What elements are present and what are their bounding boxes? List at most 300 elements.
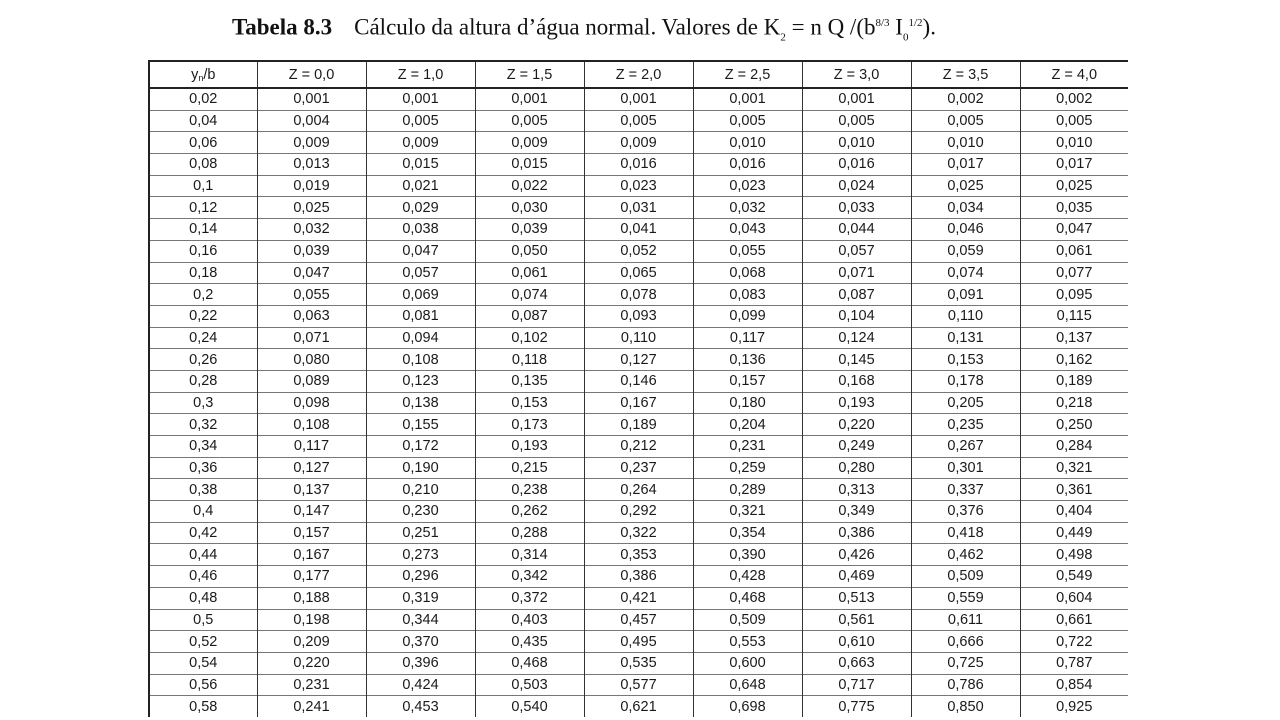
value-cell: 0,023 <box>584 175 693 197</box>
value-cell: 0,698 <box>693 696 802 717</box>
value-cell: 0,717 <box>802 674 911 696</box>
ratio-cell: 0,14 <box>149 219 257 241</box>
ratio-cell: 0,58 <box>149 696 257 717</box>
value-cell: 0,016 <box>693 154 802 176</box>
value-cell: 0,104 <box>802 305 911 327</box>
value-cell: 0,264 <box>584 479 693 501</box>
value-cell: 0,396 <box>366 652 475 674</box>
value-cell: 0,093 <box>584 305 693 327</box>
caption-text: Cálculo da altura d’água normal. Valores de K <box>354 14 781 40</box>
table-row <box>149 132 1128 154</box>
value-cell: 0,153 <box>475 392 584 414</box>
header-z: Z = 1,5 <box>475 61 584 88</box>
value-cell: 0,787 <box>1020 652 1128 674</box>
value-cell: 0,047 <box>1020 219 1128 241</box>
table-row <box>149 522 1128 544</box>
ratio-cell: 0,4 <box>149 501 257 523</box>
ratio-cell: 0,46 <box>149 566 257 588</box>
value-cell: 0,061 <box>1020 240 1128 262</box>
header-z: Z = 0,0 <box>257 61 366 88</box>
value-cell: 0,034 <box>911 197 1020 219</box>
value-cell: 0,167 <box>257 544 366 566</box>
value-cell: 0,190 <box>366 457 475 479</box>
value-cell: 0,177 <box>257 566 366 588</box>
value-cell: 0,145 <box>802 349 911 371</box>
ratio-cell: 0,18 <box>149 262 257 284</box>
value-cell: 0,009 <box>257 132 366 154</box>
value-cell: 0,509 <box>911 566 1020 588</box>
value-cell: 0,372 <box>475 587 584 609</box>
value-cell: 0,251 <box>366 522 475 544</box>
value-cell: 0,001 <box>475 88 584 110</box>
value-cell: 0,600 <box>693 652 802 674</box>
value-cell: 0,108 <box>366 349 475 371</box>
ratio-cell: 0,32 <box>149 414 257 436</box>
value-cell: 0,123 <box>366 370 475 392</box>
value-cell: 0,404 <box>1020 501 1128 523</box>
ratio-cell: 0,22 <box>149 305 257 327</box>
value-cell: 0,010 <box>1020 132 1128 154</box>
value-cell: 0,535 <box>584 652 693 674</box>
table-number: Tabela 8.3 <box>232 14 333 40</box>
value-cell: 0,004 <box>257 110 366 132</box>
ratio-cell: 0,42 <box>149 522 257 544</box>
value-cell: 0,001 <box>584 88 693 110</box>
value-cell: 0,280 <box>802 457 911 479</box>
value-cell: 0,549 <box>1020 566 1128 588</box>
value-cell: 0,376 <box>911 501 1020 523</box>
value-cell: 0,022 <box>475 175 584 197</box>
value-cell: 0,147 <box>257 501 366 523</box>
value-cell: 0,604 <box>1020 587 1128 609</box>
value-cell: 0,005 <box>1020 110 1128 132</box>
value-cell: 0,017 <box>1020 154 1128 176</box>
value-cell: 0,095 <box>1020 284 1128 306</box>
value-cell: 0,361 <box>1020 479 1128 501</box>
ratio-cell: 0,44 <box>149 544 257 566</box>
value-cell: 0,353 <box>584 544 693 566</box>
value-cell: 0,292 <box>584 501 693 523</box>
value-cell: 0,117 <box>257 436 366 458</box>
value-cell: 0,284 <box>1020 436 1128 458</box>
value-cell: 0,386 <box>802 522 911 544</box>
ratio-cell: 0,52 <box>149 631 257 653</box>
caption-b-exponent: 8/3 <box>875 17 890 29</box>
table-row <box>149 696 1128 717</box>
header-ratio-sub: n <box>198 72 204 83</box>
value-cell: 0,220 <box>257 652 366 674</box>
value-cell: 0,005 <box>911 110 1020 132</box>
value-cell: 0,205 <box>911 392 1020 414</box>
table-caption <box>232 8 936 42</box>
value-cell: 0,611 <box>911 609 1020 631</box>
value-cell: 0,313 <box>802 479 911 501</box>
header-z: Z = 2,5 <box>693 61 802 88</box>
value-cell: 0,559 <box>911 587 1020 609</box>
value-cell: 0,038 <box>366 219 475 241</box>
table-row <box>149 479 1128 501</box>
value-cell: 0,173 <box>475 414 584 436</box>
table-row <box>149 305 1128 327</box>
value-cell: 0,509 <box>693 609 802 631</box>
value-cell: 0,044 <box>802 219 911 241</box>
value-cell: 0,386 <box>584 566 693 588</box>
value-cell: 0,071 <box>257 327 366 349</box>
value-cell: 0,031 <box>584 197 693 219</box>
value-cell: 0,055 <box>693 240 802 262</box>
value-cell: 0,321 <box>1020 457 1128 479</box>
caption-k-subscript: 2 <box>780 31 786 44</box>
ratio-cell: 0,16 <box>149 240 257 262</box>
value-cell: 0,025 <box>1020 175 1128 197</box>
ratio-cell: 0,26 <box>149 349 257 371</box>
value-cell: 0,231 <box>257 674 366 696</box>
value-cell: 0,057 <box>802 240 911 262</box>
table-row <box>149 240 1128 262</box>
value-cell: 0,468 <box>475 652 584 674</box>
value-cell: 0,074 <box>475 284 584 306</box>
value-cell: 0,561 <box>802 609 911 631</box>
value-cell: 0,013 <box>257 154 366 176</box>
ratio-cell: 0,2 <box>149 284 257 306</box>
value-cell: 0,005 <box>366 110 475 132</box>
value-cell: 0,301 <box>911 457 1020 479</box>
value-cell: 0,080 <box>257 349 366 371</box>
value-cell: 0,155 <box>366 414 475 436</box>
value-cell: 0,424 <box>366 674 475 696</box>
table-row <box>149 674 1128 696</box>
table-row <box>149 587 1128 609</box>
value-cell: 0,249 <box>802 436 911 458</box>
value-cell: 0,098 <box>257 392 366 414</box>
value-cell: 0,610 <box>802 631 911 653</box>
value-cell: 0,344 <box>366 609 475 631</box>
value-cell: 0,157 <box>257 522 366 544</box>
value-cell: 0,017 <box>911 154 1020 176</box>
value-cell: 0,180 <box>693 392 802 414</box>
table-row <box>149 544 1128 566</box>
value-cell: 0,319 <box>366 587 475 609</box>
value-cell: 0,016 <box>584 154 693 176</box>
value-cell: 0,138 <box>366 392 475 414</box>
value-cell: 0,288 <box>475 522 584 544</box>
value-cell: 0,218 <box>1020 392 1128 414</box>
table-row <box>149 631 1128 653</box>
value-cell: 0,453 <box>366 696 475 717</box>
value-cell: 0,230 <box>366 501 475 523</box>
ratio-cell: 0,48 <box>149 587 257 609</box>
value-cell: 0,010 <box>911 132 1020 154</box>
value-cell: 0,725 <box>911 652 1020 674</box>
value-cell: 0,078 <box>584 284 693 306</box>
table-row <box>149 436 1128 458</box>
caption-end: ). <box>922 14 936 40</box>
value-cell: 0,131 <box>911 327 1020 349</box>
value-cell: 0,204 <box>693 414 802 436</box>
value-cell: 0,435 <box>475 631 584 653</box>
value-cell: 0,019 <box>257 175 366 197</box>
value-cell: 0,426 <box>802 544 911 566</box>
value-cell: 0,390 <box>693 544 802 566</box>
value-cell: 0,162 <box>1020 349 1128 371</box>
value-cell: 0,071 <box>802 262 911 284</box>
value-cell: 0,925 <box>1020 696 1128 717</box>
value-cell: 0,002 <box>911 88 1020 110</box>
table-row <box>149 110 1128 132</box>
ratio-cell: 0,54 <box>149 652 257 674</box>
value-cell: 0,146 <box>584 370 693 392</box>
table-row <box>149 175 1128 197</box>
table-row <box>149 392 1128 414</box>
value-cell: 0,322 <box>584 522 693 544</box>
value-cell: 0,137 <box>257 479 366 501</box>
value-cell: 0,231 <box>693 436 802 458</box>
caption-i-symbol: I <box>889 14 903 40</box>
value-cell: 0,193 <box>802 392 911 414</box>
value-cell: 0,238 <box>475 479 584 501</box>
value-cell: 0,102 <box>475 327 584 349</box>
value-cell: 0,050 <box>475 240 584 262</box>
table-row <box>149 609 1128 631</box>
table-row <box>149 414 1128 436</box>
value-cell: 0,136 <box>693 349 802 371</box>
value-cell: 0,023 <box>693 175 802 197</box>
ratio-cell: 0,3 <box>149 392 257 414</box>
table-row <box>149 349 1128 371</box>
value-cell: 0,786 <box>911 674 1020 696</box>
value-cell: 0,428 <box>693 566 802 588</box>
value-cell: 0,016 <box>802 154 911 176</box>
caption-i-exponent: 1/2 <box>908 17 923 29</box>
value-cell: 0,468 <box>693 587 802 609</box>
value-cell: 0,065 <box>584 262 693 284</box>
value-cell: 0,035 <box>1020 197 1128 219</box>
value-cell: 0,115 <box>1020 305 1128 327</box>
value-cell: 0,052 <box>584 240 693 262</box>
value-cell: 0,241 <box>257 696 366 717</box>
table-row <box>149 284 1128 306</box>
ratio-cell: 0,1 <box>149 175 257 197</box>
value-cell: 0,314 <box>475 544 584 566</box>
table-body <box>149 88 1128 717</box>
table-row <box>149 197 1128 219</box>
header-ratio-var: y <box>191 66 199 83</box>
value-cell: 0,087 <box>802 284 911 306</box>
ratio-cell: 0,5 <box>149 609 257 631</box>
ratio-cell: 0,04 <box>149 110 257 132</box>
value-cell: 0,540 <box>475 696 584 717</box>
value-cell: 0,127 <box>584 349 693 371</box>
header-row <box>149 61 1128 88</box>
caption-i-subscript: 0 <box>902 31 909 44</box>
header-ratio-rest: /b <box>203 66 216 83</box>
value-cell: 0,212 <box>584 436 693 458</box>
value-cell: 0,025 <box>257 197 366 219</box>
value-cell: 0,055 <box>257 284 366 306</box>
value-cell: 0,099 <box>693 305 802 327</box>
value-cell: 0,025 <box>911 175 1020 197</box>
value-cell: 0,663 <box>802 652 911 674</box>
ratio-cell: 0,38 <box>149 479 257 501</box>
header-z: Z = 4,0 <box>1020 61 1128 88</box>
value-cell: 0,577 <box>584 674 693 696</box>
value-cell: 0,513 <box>802 587 911 609</box>
value-cell: 0,262 <box>475 501 584 523</box>
table-row <box>149 262 1128 284</box>
value-cell: 0,250 <box>1020 414 1128 436</box>
ratio-cell: 0,56 <box>149 674 257 696</box>
value-cell: 0,005 <box>584 110 693 132</box>
value-cell: 0,005 <box>475 110 584 132</box>
value-cell: 0,005 <box>802 110 911 132</box>
value-cell: 0,210 <box>366 479 475 501</box>
value-cell: 0,370 <box>366 631 475 653</box>
value-cell: 0,469 <box>802 566 911 588</box>
value-cell: 0,030 <box>475 197 584 219</box>
header-z: Z = 1,0 <box>366 61 475 88</box>
value-cell: 0,024 <box>802 175 911 197</box>
value-cell: 0,462 <box>911 544 1020 566</box>
value-cell: 0,153 <box>911 349 1020 371</box>
value-cell: 0,074 <box>911 262 1020 284</box>
ratio-cell: 0,06 <box>149 132 257 154</box>
value-cell: 0,135 <box>475 370 584 392</box>
value-cell: 0,850 <box>911 696 1020 717</box>
table-row <box>149 327 1128 349</box>
ratio-cell: 0,36 <box>149 457 257 479</box>
header-z: Z = 2,0 <box>584 61 693 88</box>
value-cell: 0,421 <box>584 587 693 609</box>
value-cell: 0,059 <box>911 240 1020 262</box>
value-cell: 0,342 <box>475 566 584 588</box>
value-cell: 0,124 <box>802 327 911 349</box>
value-cell: 0,661 <box>1020 609 1128 631</box>
value-cell: 0,041 <box>584 219 693 241</box>
value-cell: 0,259 <box>693 457 802 479</box>
value-cell: 0,091 <box>911 284 1020 306</box>
value-cell: 0,178 <box>911 370 1020 392</box>
value-cell: 0,235 <box>911 414 1020 436</box>
value-cell: 0,167 <box>584 392 693 414</box>
value-cell: 0,273 <box>366 544 475 566</box>
value-cell: 0,057 <box>366 262 475 284</box>
value-cell: 0,503 <box>475 674 584 696</box>
value-cell: 0,722 <box>1020 631 1128 653</box>
value-cell: 0,289 <box>693 479 802 501</box>
value-cell: 0,046 <box>911 219 1020 241</box>
value-cell: 0,354 <box>693 522 802 544</box>
value-cell: 0,553 <box>693 631 802 653</box>
header-z: Z = 3,0 <box>802 61 911 88</box>
value-cell: 0,168 <box>802 370 911 392</box>
value-cell: 0,108 <box>257 414 366 436</box>
value-cell: 0,495 <box>584 631 693 653</box>
value-cell: 0,001 <box>366 88 475 110</box>
value-cell: 0,015 <box>366 154 475 176</box>
value-cell: 0,403 <box>475 609 584 631</box>
value-cell: 0,648 <box>693 674 802 696</box>
value-cell: 0,063 <box>257 305 366 327</box>
value-cell: 0,001 <box>257 88 366 110</box>
table-row <box>149 219 1128 241</box>
value-cell: 0,069 <box>366 284 475 306</box>
value-cell: 0,021 <box>366 175 475 197</box>
value-cell: 0,349 <box>802 501 911 523</box>
value-cell: 0,047 <box>366 240 475 262</box>
value-cell: 0,001 <box>802 88 911 110</box>
value-cell: 0,010 <box>802 132 911 154</box>
value-cell: 0,157 <box>693 370 802 392</box>
value-cell: 0,215 <box>475 457 584 479</box>
value-cell: 0,032 <box>257 219 366 241</box>
value-cell: 0,005 <box>693 110 802 132</box>
value-cell: 0,666 <box>911 631 1020 653</box>
value-cell: 0,296 <box>366 566 475 588</box>
value-cell: 0,032 <box>693 197 802 219</box>
value-cell: 0,198 <box>257 609 366 631</box>
value-cell: 0,189 <box>584 414 693 436</box>
value-cell: 0,043 <box>693 219 802 241</box>
ratio-cell: 0,34 <box>149 436 257 458</box>
caption-equation: = n Q /(b <box>785 14 876 40</box>
value-cell: 0,110 <box>584 327 693 349</box>
value-cell: 0,220 <box>802 414 911 436</box>
value-cell: 0,047 <box>257 262 366 284</box>
value-cell: 0,775 <box>802 696 911 717</box>
value-cell: 0,137 <box>1020 327 1128 349</box>
ratio-cell: 0,12 <box>149 197 257 219</box>
ratio-cell: 0,28 <box>149 370 257 392</box>
value-cell: 0,010 <box>693 132 802 154</box>
table-row <box>149 88 1128 110</box>
value-cell: 0,117 <box>693 327 802 349</box>
value-cell: 0,172 <box>366 436 475 458</box>
value-cell: 0,418 <box>911 522 1020 544</box>
value-cell: 0,039 <box>475 219 584 241</box>
value-cell: 0,068 <box>693 262 802 284</box>
table-row <box>149 652 1128 674</box>
value-cell: 0,009 <box>475 132 584 154</box>
value-cell: 0,033 <box>802 197 911 219</box>
table-container <box>148 60 1128 720</box>
table-row <box>149 370 1128 392</box>
value-cell: 0,237 <box>584 457 693 479</box>
value-cell: 0,188 <box>257 587 366 609</box>
value-cell: 0,009 <box>366 132 475 154</box>
ratio-cell: 0,08 <box>149 154 257 176</box>
value-cell: 0,321 <box>693 501 802 523</box>
value-cell: 0,083 <box>693 284 802 306</box>
value-cell: 0,081 <box>366 305 475 327</box>
value-cell: 0,029 <box>366 197 475 219</box>
value-cell: 0,009 <box>584 132 693 154</box>
value-cell: 0,189 <box>1020 370 1128 392</box>
value-cell: 0,267 <box>911 436 1020 458</box>
value-cell: 0,193 <box>475 436 584 458</box>
value-cell: 0,621 <box>584 696 693 717</box>
value-cell: 0,127 <box>257 457 366 479</box>
normal-depth-table <box>148 60 1128 717</box>
value-cell: 0,077 <box>1020 262 1128 284</box>
value-cell: 0,449 <box>1020 522 1128 544</box>
value-cell: 0,854 <box>1020 674 1128 696</box>
value-cell: 0,457 <box>584 609 693 631</box>
value-cell: 0,089 <box>257 370 366 392</box>
ratio-cell: 0,02 <box>149 88 257 110</box>
value-cell: 0,061 <box>475 262 584 284</box>
value-cell: 0,015 <box>475 154 584 176</box>
ratio-cell: 0,24 <box>149 327 257 349</box>
